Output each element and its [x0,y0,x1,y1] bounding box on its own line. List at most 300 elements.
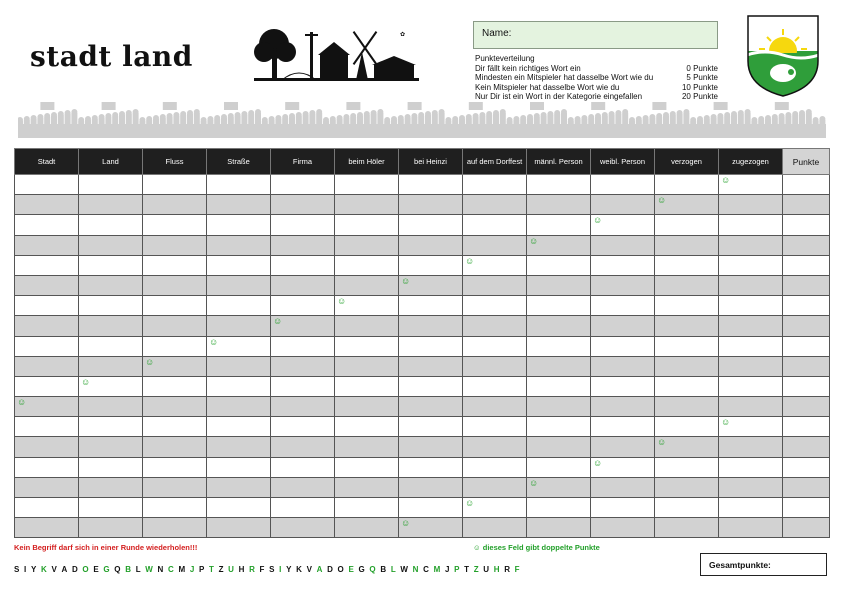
answer-cell[interactable] [15,275,79,295]
grid-row [15,437,830,457]
answer-cell[interactable] [143,437,207,457]
points-rule-text: Dir fällt kein richtiges Wort ein [475,63,581,73]
answer-cell[interactable] [463,498,527,518]
answer-cell[interactable] [527,235,591,255]
answer-cell[interactable] [399,215,463,235]
answer-cell[interactable] [271,175,335,195]
total-points-box[interactable] [700,553,827,576]
points-cell[interactable] [783,376,830,396]
answer-cell[interactable] [527,457,591,477]
points-cell[interactable] [783,356,830,376]
answer-cell[interactable] [399,477,463,497]
answer-cell[interactable] [719,498,783,518]
letter: B [380,565,387,574]
grid-row [15,518,830,538]
answer-cell[interactable] [527,356,591,376]
name-field[interactable] [473,21,718,49]
answer-cell[interactable] [79,316,143,336]
grid-row [15,397,830,417]
points-cell[interactable] [783,255,830,275]
answer-cell[interactable] [463,175,527,195]
answer-cell[interactable] [591,477,655,497]
answer-cell[interactable] [271,336,335,356]
answer-cell[interactable] [335,397,399,417]
points-cell[interactable] [783,175,830,195]
grid-row [15,235,830,255]
answer-cell[interactable] [399,336,463,356]
answer-cell[interactable] [15,175,79,195]
points-cell[interactable] [783,518,830,538]
points-cell[interactable] [783,397,830,417]
answer-cell[interactable] [591,397,655,417]
answer-cell[interactable] [719,175,783,195]
answer-cell[interactable] [591,215,655,235]
answer-cell[interactable] [591,518,655,538]
letter: O [337,565,345,574]
points-rule-text: Kein Mitspieler hat dasselbe Wort wie du [475,82,620,92]
answer-cell[interactable] [15,356,79,376]
answer-cell[interactable] [143,477,207,497]
answer-cell[interactable] [271,255,335,275]
answer-cell[interactable] [79,195,143,215]
answer-cell[interactable] [719,316,783,336]
answer-cell[interactable] [463,457,527,477]
answer-cell[interactable] [463,215,527,235]
answer-cell[interactable] [655,215,719,235]
answer-cell[interactable] [655,316,719,336]
points-rule-value: 20 Punkte [681,92,718,101]
points-cell[interactable] [783,296,830,316]
answer-cell[interactable] [271,457,335,477]
answer-cell[interactable] [207,275,271,295]
answer-cell[interactable] [79,457,143,477]
answer-cell[interactable] [655,356,719,376]
answer-cell[interactable] [335,336,399,356]
letter: E [348,565,355,574]
answer-cell[interactable] [271,417,335,437]
answer-cell[interactable] [463,518,527,538]
answer-cell[interactable] [719,296,783,316]
answer-cell[interactable] [463,235,527,255]
answer-cell[interactable] [719,336,783,356]
bonus-smiley-icon: ☺ [81,376,91,387]
letter: T [208,565,215,574]
bonus-smiley-icon: ☺ [209,336,219,347]
answer-cell[interactable] [79,296,143,316]
answer-cell[interactable] [143,296,207,316]
answer-cell[interactable] [15,397,79,417]
answer-cell[interactable] [207,498,271,518]
letter: Y [30,565,37,574]
answer-cell[interactable] [655,376,719,396]
answer-cell[interactable] [143,235,207,255]
answer-grid [14,148,830,538]
answer-cell[interactable] [463,255,527,275]
answer-cell[interactable] [527,437,591,457]
answer-cell[interactable] [335,498,399,518]
answer-cell[interactable] [79,255,143,275]
answer-cell[interactable] [15,437,79,457]
bonus-smiley-icon: ☺ [17,397,27,408]
answer-cell[interactable] [143,255,207,275]
answer-cell[interactable] [463,275,527,295]
answer-cell[interactable] [335,457,399,477]
answer-cell[interactable] [271,296,335,316]
answer-cell[interactable] [591,235,655,255]
bonus-smiley-icon: ☺ [529,235,539,246]
answer-cell[interactable] [143,457,207,477]
answer-cell[interactable] [271,437,335,457]
column-header: auf dem Dorffest [463,149,527,175]
answer-cell[interactable] [591,175,655,195]
answer-cell[interactable] [527,417,591,437]
answer-cell[interactable] [655,417,719,437]
grid-row [15,175,830,195]
answer-cell[interactable] [527,518,591,538]
answer-cell[interactable] [463,376,527,396]
answer-cell[interactable] [527,498,591,518]
answer-cell[interactable] [271,275,335,295]
answer-cell[interactable] [143,336,207,356]
letter: O [82,565,90,574]
warning-text: Kein Begriff darf sich in einer Runde wiederholen!!! [14,543,198,552]
points-cell[interactable] [783,275,830,295]
letter: U [228,565,235,574]
column-header: Straße [207,149,271,175]
points-cell[interactable] [783,235,830,255]
answer-cell[interactable] [399,316,463,336]
answer-cell[interactable] [15,255,79,275]
answer-cell[interactable] [719,518,783,538]
answer-cell[interactable] [527,376,591,396]
answer-cell[interactable] [463,336,527,356]
answer-cell[interactable] [399,376,463,396]
answer-cell[interactable] [207,215,271,235]
points-cell[interactable] [783,195,830,215]
answer-cell[interactable] [143,518,207,538]
points-rule-value: 10 Punkte [681,82,718,92]
bonus-smiley-icon: ☺ [721,417,731,428]
answer-cell[interactable] [719,397,783,417]
answer-cell[interactable] [207,175,271,195]
answer-cell[interactable] [399,235,463,255]
grid-row [15,275,830,295]
answer-cell[interactable] [655,518,719,538]
answer-cell[interactable] [15,477,79,497]
column-header: Stadt [15,149,79,175]
answer-cell[interactable] [143,215,207,235]
points-cell[interactable] [783,417,830,437]
answer-cell[interactable] [591,275,655,295]
answer-cell[interactable] [335,296,399,316]
answer-cell[interactable] [719,477,783,497]
answer-cell[interactable] [463,417,527,437]
answer-cell[interactable] [591,296,655,316]
answer-cell[interactable] [655,437,719,457]
answer-cell[interactable] [79,175,143,195]
answer-cell[interactable] [591,417,655,437]
answer-cell[interactable] [143,356,207,376]
answer-cell[interactable] [143,195,207,215]
column-header: verzogen [655,149,719,175]
grid-row [15,477,830,497]
answer-cell[interactable] [655,195,719,215]
answer-cell[interactable] [335,477,399,497]
letter: D [71,565,79,574]
answer-cell[interactable] [591,356,655,376]
points-cell[interactable] [783,215,830,235]
answer-cell[interactable] [399,417,463,437]
answer-cell[interactable] [143,275,207,295]
letter: F [259,565,265,574]
answer-cell[interactable] [271,316,335,336]
bonus-smiley-icon: ☺ [721,175,731,185]
answer-cell[interactable] [655,255,719,275]
letter: T [464,565,470,574]
answer-cell[interactable] [335,255,399,275]
answer-cell[interactable] [399,275,463,295]
answer-cell[interactable] [399,397,463,417]
answer-cell[interactable] [207,235,271,255]
points-rule-row [475,64,720,74]
answer-cell[interactable] [527,477,591,497]
answer-cell[interactable] [335,518,399,538]
answer-cell[interactable] [463,397,527,417]
answer-cell[interactable] [655,397,719,417]
answer-cell[interactable] [719,417,783,437]
answer-cell[interactable] [527,397,591,417]
answer-cell[interactable] [719,275,783,295]
answer-cell[interactable] [591,195,655,215]
answer-cell[interactable] [271,397,335,417]
letter: S [269,565,275,574]
answer-cell[interactable] [655,175,719,195]
answer-cell[interactable] [15,498,79,518]
answer-cell[interactable] [271,477,335,497]
village-silhouette-image [254,22,419,90]
answer-cell[interactable] [591,255,655,275]
letter: G [103,565,111,574]
answer-cell[interactable] [655,336,719,356]
points-cell[interactable] [783,498,830,518]
points-cell[interactable] [783,316,830,336]
answer-cell[interactable] [591,498,655,518]
answer-cell[interactable] [463,316,527,336]
answer-cell[interactable] [207,376,271,396]
answer-cell[interactable] [591,316,655,336]
grid-row [15,296,830,316]
answer-cell[interactable] [79,215,143,235]
answer-cell[interactable] [527,215,591,235]
answer-cell[interactable] [207,356,271,376]
answer-cell[interactable] [399,255,463,275]
grid-row [15,457,830,477]
answer-cell[interactable] [591,376,655,396]
answer-cell[interactable] [143,316,207,336]
answer-cell[interactable] [143,498,207,518]
points-cell[interactable] [783,336,830,356]
answer-cell[interactable] [15,336,79,356]
answer-cell[interactable] [591,437,655,457]
answer-cell[interactable] [335,376,399,396]
answer-cell[interactable] [335,215,399,235]
answer-cell[interactable] [79,275,143,295]
answer-cell[interactable] [655,296,719,316]
letter: C [423,565,430,574]
answer-cell[interactable] [335,417,399,437]
answer-cell[interactable] [79,397,143,417]
answer-cell[interactable] [207,296,271,316]
answer-cell[interactable] [207,255,271,275]
column-header: männl. Person [527,149,591,175]
answer-cell[interactable] [399,437,463,457]
answer-cell[interactable] [207,316,271,336]
answer-cell[interactable] [15,518,79,538]
grid-row [15,215,830,235]
answer-cell[interactable] [719,235,783,255]
answer-cell[interactable] [207,477,271,497]
answer-cell[interactable] [143,397,207,417]
answer-cell[interactable] [79,336,143,356]
answer-cell[interactable] [655,235,719,255]
letter: A [316,565,323,574]
answer-cell[interactable] [207,195,271,215]
answer-cell[interactable] [591,336,655,356]
letter: Q [369,565,377,574]
answer-cell[interactable] [719,437,783,457]
answer-cell[interactable] [719,195,783,215]
grid-row [15,498,830,518]
answer-cell[interactable] [143,175,207,195]
answer-cell[interactable] [15,215,79,235]
answer-cell[interactable] [335,175,399,195]
column-header: weibl. Person [591,149,655,175]
answer-cell[interactable] [207,457,271,477]
answer-cell[interactable] [335,316,399,336]
answer-cell[interactable] [527,255,591,275]
answer-cell[interactable] [463,437,527,457]
answer-cell[interactable] [143,376,207,396]
points-cell[interactable] [783,437,830,457]
letter: D [327,565,334,574]
answer-cell[interactable] [399,457,463,477]
answer-cell[interactable] [15,195,79,215]
answer-cell[interactable] [15,296,79,316]
legend-text: ☺ dieses Feld gibt doppelte Punkte [473,543,600,552]
answer-cell[interactable] [15,316,79,336]
answer-cell[interactable] [207,417,271,437]
letter: Z [218,565,224,574]
answer-cell[interactable] [15,417,79,437]
answer-cell[interactable] [463,296,527,316]
answer-cell[interactable] [527,296,591,316]
answer-cell[interactable] [591,457,655,477]
answer-cell[interactable] [207,336,271,356]
answer-cell[interactable] [143,417,207,437]
bonus-smiley-icon: ☺ [593,457,603,468]
answer-cell[interactable] [527,316,591,336]
answer-cell[interactable] [719,376,783,396]
answer-cell[interactable] [463,356,527,376]
answer-cell[interactable] [15,235,79,255]
answer-cell[interactable] [335,356,399,376]
answer-cell[interactable] [15,457,79,477]
answer-cell[interactable] [79,437,143,457]
answer-cell[interactable] [719,215,783,235]
answer-cell[interactable] [79,518,143,538]
answer-cell[interactable] [271,518,335,538]
points-cell[interactable] [783,477,830,497]
answer-cell[interactable] [399,498,463,518]
answer-cell[interactable] [79,477,143,497]
answer-cell[interactable] [655,498,719,518]
letter: L [135,565,142,574]
answer-cell[interactable] [463,195,527,215]
points-cell[interactable] [783,457,830,477]
points-rule-row [475,73,720,83]
answer-cell[interactable] [719,255,783,275]
grid-row [15,356,830,376]
answer-cell[interactable] [399,296,463,316]
answer-cell[interactable] [399,356,463,376]
bonus-smiley-icon: ☺ [657,195,667,206]
answer-cell[interactable] [207,518,271,538]
letter: M [178,565,186,574]
answer-cell[interactable] [271,235,335,255]
answer-cell[interactable] [207,437,271,457]
answer-cell[interactable] [335,275,399,295]
letter: H [238,565,245,574]
answer-cell[interactable] [79,417,143,437]
answer-cell[interactable] [335,195,399,215]
answer-cell[interactable] [271,195,335,215]
column-header: beim Höler [335,149,399,175]
letter: M [433,565,441,574]
answer-cell[interactable] [79,498,143,518]
answer-cell[interactable] [271,215,335,235]
answer-cell[interactable] [207,397,271,417]
points-rule-value: 5 Punkte [686,73,718,82]
answer-cell[interactable] [719,356,783,376]
answer-cell[interactable] [527,175,591,195]
bonus-smiley-icon: ☺ [465,498,475,508]
answer-cell[interactable] [655,275,719,295]
answer-cell[interactable] [399,195,463,215]
answer-cell[interactable] [271,356,335,376]
answer-cell[interactable] [271,376,335,396]
answer-cell[interactable] [527,336,591,356]
answer-cell[interactable] [655,457,719,477]
answer-cell[interactable] [655,477,719,497]
answer-cell[interactable] [399,518,463,538]
answer-cell[interactable] [79,376,143,396]
answer-cell[interactable] [15,376,79,396]
letter: J [189,565,195,574]
letter: R [249,565,256,574]
answer-cell[interactable] [79,356,143,376]
letter: V [306,565,313,574]
answer-cell[interactable] [719,457,783,477]
answer-cell[interactable] [527,275,591,295]
letter: K [40,565,48,574]
answer-cell[interactable] [527,195,591,215]
answer-cell[interactable] [399,175,463,195]
answer-cell[interactable] [79,235,143,255]
answer-cell[interactable] [335,437,399,457]
answer-cell[interactable] [463,477,527,497]
answer-cell[interactable] [271,498,335,518]
answer-cell[interactable] [335,235,399,255]
